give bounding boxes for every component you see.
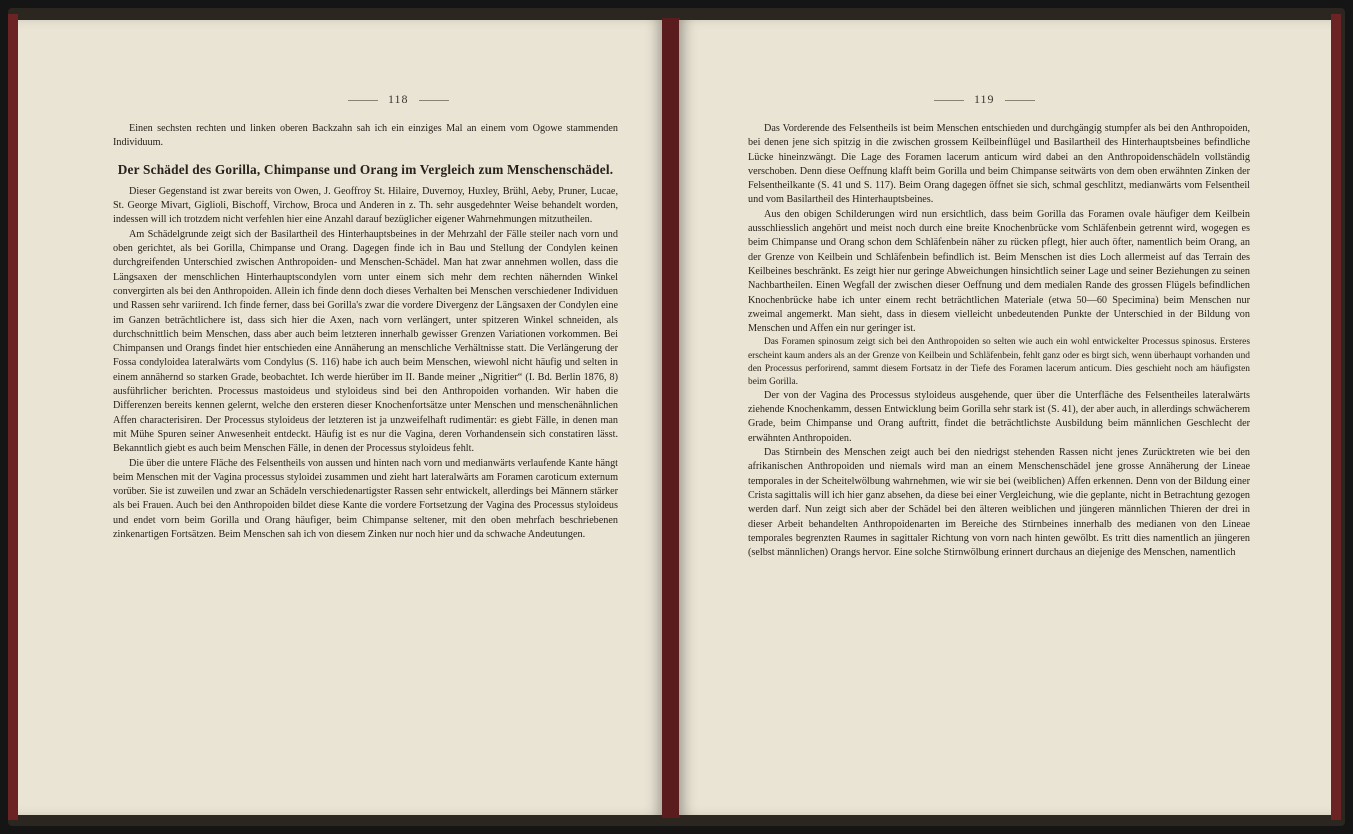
book-gutter <box>662 18 680 818</box>
right-cover-edge <box>1331 14 1341 820</box>
paragraph-small-print: Das Foramen spinosum zeigt sich bei den Anthropoiden so selten wie auch ein wohl entwickelter Processus spinosus. Ersteres erscheint kaum anders als an der Grenze von Keilbein und Schläfenbein, fehlt ganz oder es birgt sich, wenn überhaupt vorhanden und den Processus perforirend, sammt diesem Fortsatz in der Tiefe des Foramen lacerum anticum. Dies geschieht noch am häufigsten beim Gorilla. <box>748 337 1250 387</box>
left-cover-edge <box>8 14 18 820</box>
right-page <box>679 20 1331 815</box>
paragraph: Das Stirnbein des Menschen zeigt auch bei den niedrigst stehenden Rassen nicht jenes Zurücktreten wie bei den afrikanischen Anthropoiden und niemals wird man an einem Menschenschädel jene grosse Annäherung der Lineae temporales in der Scheitelwölbung wahrnehmen, wie wir sie bei (weiblichen) Affen erkennen. Denn von der Bildung einer Crista sagittalis will ich hier ganz absehen, da diese bei einer Vergleichung, wie die geplante, nicht in Betrachtung gezogen werden darf. Nun zeigt sich aber der Schädel bei den älteren weiblichen und jüngeren männlichen Thieren der drei in dieser Arbeit behandelten Anthropoidenarten im Bereiche des Stirnbeines innerhalb des medianen von den Lineae temporales begrenzten Raumes in sagittaler Richtung von vorn nach hinten gewölbt. Es tritt dies namentlich an jüngeren (selbst männlichen) Orangs hervor. Eine solche Stirnwölbung erinnert durchaus an diejenige des Menschen, namentlich <box>748 447 1250 559</box>
paragraph: Am Schädelgrunde zeigt sich der Basilartheil des Hinterhauptsbeines in der Mehrzahl der Fälle steiler nach vorn und oben gerichtet, als bei Gorilla, Chimpanse und Orang. Dagegen finde ich in Bau und Stellung der Condylen keinen durchgreifenden Unterschied zwischen Anthropoiden- und Menschen-Schädel. Man hat zwar annehmen wollen, dass die Längsaxen der menschlichen Hinterhauptscondylen vorn unter einem sich mehr dem rechten nähernden Winkel convergirten als bei den Anthropoiden. Allein ich finde denn doch dieses Verhalten bei Menschen verschiedener Individuen und Rassen sehr variirend. Ich finde ferner, dass bei Gorilla's zwar die vordere Divergenz der Längsaxen der Condylen eine im Ganzen beträchtlichere ist, dass sich hier die Axen, nach vorn verlängert, unter spitzeren Winkel schneiden, als durchschnittlich beim Menschen, dass aber auch beim letzteren innerhalb gewisser Grenzen Variationen vorkommen. Bei Chimpansen und Orangs findet hier entschieden eine Annäherung an menschliche Verhältnisse statt. Die Verlängerung der Fossa condyloidea lateralwärts vom Condylus (S. 116) habe ich auch beim Menschen, wiewohl nicht häufig und selten in einem annähernd so starken Grade, beobachtet. Ich werde hierüber im II. Bande meiner „Nigritier“ (I. Bd. Berlin 1876, 8) ausführlicher berichten. Processus mastoideus und styloideus sind bei den Anthropoiden vorhanden. Wir haben die Differenzen bereits kennen gelernt, welche den ersteren dieser Knochenfortsätze unter Menschen und menschenähnlichen Affen characterisiren. Der Processus styloideus der letzteren ist ja unzweifelhaft rudimentär: es giebt Fälle, in denen man mit Mühe Spuren seiner Anwesenheit entdeckt. Häufig ist es nur die Vagina, deren Vorhandensein sich constatiren lässt. Bekanntlich giebt es auch beim Menschen Fälle, in denen der Processus styloideus fehlt. <box>113 228 618 455</box>
page-number-left: 118 <box>338 92 459 107</box>
paragraph: Aus den obigen Schilderungen wird nun ersichtlich, dass beim Gorilla das Foramen ovale häufiger dem Keilbein ausschliesslich angehört und meist noch durch eine breite Knochenbrücke vom Schläfenbein getrennt wird, wogegen es beim Chimpanse und Orang schon dem Schläfenbein näher zu rücken pflegt, hier auch öfter, namentlich beim Orang, an der Grenze von Keilbein und Schläfenbein befindlich ist. Beim Menschen ist dies Loch allermeist auf das Terrain des Keilbeines beschränkt. Es zeigt hier nur geringe Abweichungen hinsichtlich seiner Lage und seiner Beziehungen zu seinen Nachbartheilen. Einen Wegfall der zwischen dieser Oeffnung und dem medialen Rande des grossen Flügels befindlichen Knochenbrücke habe ich unter einem recht beträchtlichen Materiale (etwa 50—60 Specimina) beim Menschen nur zweimal angemerkt. Man sieht, dass in diesem vielleicht unbedeutenden Punkte der Unterschied in der Bildung von Menschen und Affen ein nur geringer ist. <box>748 208 1250 335</box>
paragraph: Dieser Gegenstand ist zwar bereits von Owen, J. Geoffroy St. Hilaire, Duvernoy, Huxley, Brühl, Aeby, Pruner, Lucae, St. George Mivart, Giglioli, Bischoff, Virchow, Broca und Anderen in z. Th. sehr ausgedehnter Weise behandelt worden, indessen will ich trotzdem nicht verfehlen hier eine Anzahl darauf bezüglicher eigener Wahrnehmungen mitzutheilen. <box>113 185 618 226</box>
intro-paragraph: Einen sechsten rechten und linken oberen Backzahn sah ich ein einziges Mal an einem vom Ogowe stammenden Individuum. <box>113 123 618 149</box>
page-number-right: 119 <box>924 92 1045 107</box>
left-text-column <box>113 122 618 542</box>
paragraph: Das Vorderende des Felsentheils ist beim Menschen entschieden und durchgängig stumpfer als bei den Anthropoiden, bei denen jene sich spitzig in die zwischen grossem Keilbeinflügel und Basilartheil des Hinterhauptsbeines befindliche Lücke hineinzwängt. Die Lage des Foramen lacerum anticum wird dabei an den Anthropoidenschädeln vollständig verschoben. Denn diese Oeffnung klafft beim Gorilla und beim Chimpanse seitwärts von dem oben erwähnten Zinken der Felsentheilkante (S. 41 und S. 117). Beim Orang dagegen öffnet sie sich, schmal geschlitzt, medianwärts vom Felsentheil und vom Basilartheil des Hinterhauptsbeines. <box>748 123 1250 206</box>
section-heading: Der Schädel des Gorilla, Chimpanse und Orang im Vergleich zum Menschenschädel. <box>117 161 614 177</box>
left-page <box>18 20 663 815</box>
paragraph: Die über die untere Fläche des Felsentheils von aussen und hinten nach vorn und medianwärts verlaufende Kante hängt beim Menschen mit der Vagina processus styloidei zusammen und zieht hart lateralwärts am Foramen caroticum externum vorüber. Sie ist zuweilen und zwar an Schädeln verschiedenartigster Rassen sehr entwickelt, allerdings bei Männern stärker als bei Frauen. Auch bei den Anthropoiden bildet diese Kante die vordere Fortsetzung der Vagina des Processus styloideus und endet vorn beim Gorilla und Orang häufiger, beim Chimpanse seltener, mit den oben mehrfach beschriebenen zinkenartigen Fortsätzen. Beim Menschen sah ich von diesem Zinken nur noch hier und da schwache Andeutungen. <box>113 457 618 541</box>
paragraph: Der von der Vagina des Processus styloideus ausgehende, quer über die Unterfläche des Felsentheiles lateralwärts ziehende Knochenkamm, dessen Entwicklung beim Gorilla sehr stark ist (S. 41), der aber auch, in allerdings schwächerem Grade, beim Chimpanse und Orang auftritt, findet die beträchtlichste Ausbildung beim männlichen Geschlecht der erwähnten Anthropoiden. <box>748 389 1250 444</box>
right-text-column <box>748 122 1250 560</box>
